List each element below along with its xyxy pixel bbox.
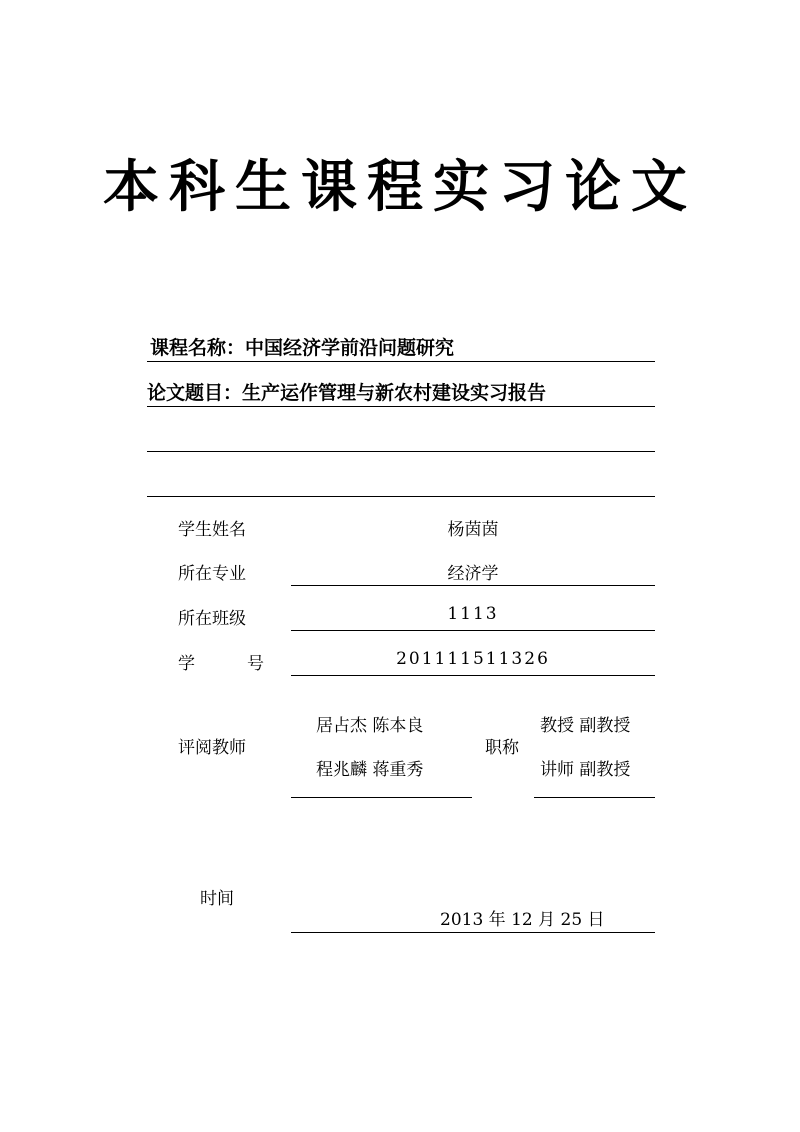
class-label: 所在班级 [178,609,246,629]
date-label: 时间 [200,889,234,909]
rank-underline [534,797,655,798]
student-name-label: 学生姓名 [178,520,246,540]
thesis-blank-line-1 [147,451,655,452]
reviewer-names-underline [291,797,472,798]
date-value: 2013 年 12 月 25 日 [440,910,605,930]
thesis-title-row [147,378,546,405]
major-value: 经济学 [447,564,499,584]
thesis-title-label: 论文题目： [147,382,243,404]
rank-line-1: 教授 副教授 [540,716,631,736]
course-name-row [150,333,454,360]
major-underline [291,585,655,586]
rank-line-2: 讲师 副教授 [540,760,631,780]
course-name-label: 课程名称： [150,337,246,359]
document-title: 本科生课程实习论文 [103,155,697,220]
class-underline [291,630,655,631]
reviewers-label: 评阅教师 [178,738,246,758]
reviewer-names-line-2: 程兆麟 蒋重秀 [316,760,424,780]
date-underline [291,932,655,933]
student-id-label: 学 号 [178,654,270,674]
student-id-underline [291,675,655,676]
thesis-title-underline [147,406,655,407]
student-name-value: 杨茵茵 [447,520,499,540]
major-label: 所在专业 [178,564,246,584]
course-name-underline [147,361,655,362]
student-id-value: 201111511326 [396,649,550,669]
rank-label: 职称 [485,738,519,758]
reviewer-names-line-1: 居占杰 陈本良 [316,716,424,736]
thesis-title-value: 生产运作管理与新农村建设实习报告 [242,382,547,404]
course-name-value: 中国经济学前沿问题研究 [245,337,455,359]
thesis-blank-line-2 [147,496,655,497]
class-value: 1113 [447,604,499,624]
